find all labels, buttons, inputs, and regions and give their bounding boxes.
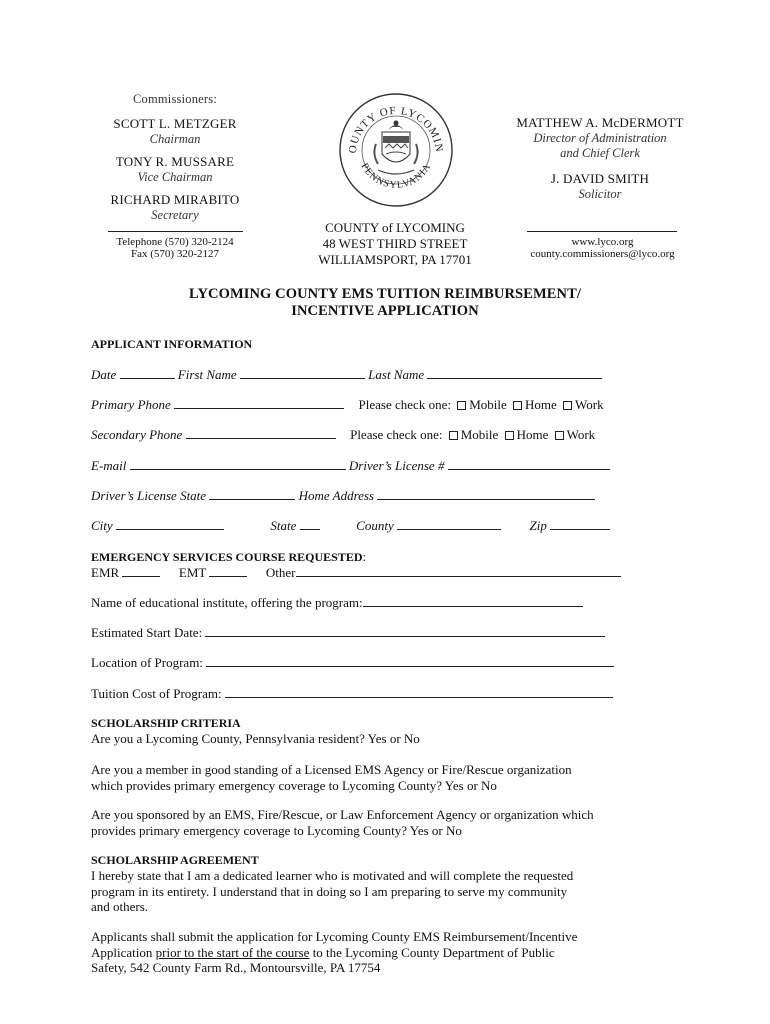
emr-label: EMR <box>91 565 120 580</box>
fax: Fax (570) 320-2127 <box>131 248 219 260</box>
criteria-q3 <box>91 807 691 838</box>
svg-text:COUNTY OF LYCOMING: OUNTY OF LYCOMIN <box>346 104 446 154</box>
svg-text:PENNSYLVANIA: PENNSYLVANIA <box>358 161 434 192</box>
start-date-row <box>91 625 605 641</box>
official-name: J. DAVID SMITH <box>550 171 650 186</box>
home-address-label: Home Address <box>298 488 375 503</box>
form-title-line: INCENTIVE APPLICATION <box>291 303 479 319</box>
email-row <box>91 458 610 474</box>
primary-phone-field[interactable] <box>174 397 344 409</box>
primary-phone-row <box>91 397 604 413</box>
agreement-line: and others. <box>91 899 149 914</box>
last-name-label: Last Name <box>368 367 425 382</box>
submission-line <box>91 945 691 961</box>
home-label: Home <box>525 397 557 412</box>
submission-text: Application <box>91 944 156 960</box>
criteria-q3-line: provides primary emergency coverage to Lycoming County? Yes or No <box>91 822 462 838</box>
county-seal-icon <box>338 92 454 208</box>
zip-field[interactable] <box>550 518 610 530</box>
mobile-label: Mobile <box>469 397 507 412</box>
criteria-heading: SCHOLARSHIP CRITERIA <box>91 716 241 730</box>
official-name: RICHARD MIRABITO <box>110 192 240 207</box>
form-title <box>0 286 770 320</box>
mobile-checkbox[interactable] <box>457 401 466 410</box>
criteria-q3-line: Are you sponsored by an EMS, Fire/Rescue, or Law Enforcement Agency or organization which <box>91 807 594 822</box>
telephone: Telephone (570) 320-2124 <box>116 236 234 248</box>
start-date-field[interactable] <box>205 625 605 637</box>
other-label: Other <box>265 565 296 580</box>
mobile-checkbox[interactable] <box>449 431 458 440</box>
zip-label: Zip <box>529 518 547 533</box>
right-officials <box>505 115 695 202</box>
contact-phone-block <box>90 236 260 260</box>
mobile-label: Mobile <box>460 427 499 442</box>
official-name: SCOTT L. METZGER <box>113 116 237 131</box>
agreement-line: program in its entirety. I understand that in doing so I am preparing to serve my community <box>91 883 568 899</box>
tuition-field[interactable] <box>225 686 613 698</box>
work-checkbox[interactable] <box>555 431 564 440</box>
emt-label: EMT <box>178 565 207 580</box>
submission-line: Safety, 542 County Farm Rd., Montoursville, PA 17754 <box>91 960 381 975</box>
tuition-label: Tuition Cost of Program: <box>91 686 222 701</box>
city-row <box>91 518 610 534</box>
submission-text: to the Lycoming County Department of Public <box>309 944 555 960</box>
county-label: County <box>356 518 394 533</box>
emt-field[interactable] <box>209 565 247 577</box>
email-link[interactable]: county.commissioners@lyco.org <box>530 248 675 260</box>
drivers-license-field[interactable] <box>448 458 610 470</box>
check-one-label: Please check one: <box>358 397 451 412</box>
license-state-row <box>91 488 595 504</box>
address-line: COUNTY of LYCOMING <box>325 220 465 235</box>
official-name: MATTHEW A. McDERMOTT <box>516 115 684 130</box>
email-field[interactable] <box>130 458 346 470</box>
county-field[interactable] <box>397 518 501 530</box>
work-label: Work <box>575 397 604 412</box>
date-field[interactable] <box>120 367 175 379</box>
check-one-label: Please check one: <box>350 427 443 442</box>
drivers-license-label: Driver’s License # <box>348 458 445 473</box>
website-link[interactable]: www.lyco.org <box>571 236 634 248</box>
home-checkbox[interactable] <box>513 401 522 410</box>
primary-phone-label: Primary Phone <box>91 397 171 412</box>
form-title-line: LYCOMING COUNTY EMS TUITION REIMBURSEMENT/ <box>189 286 581 302</box>
address-line: WILLIAMSPORT, PA 17701 <box>318 252 472 267</box>
official-name: TONY R. MUSSARE <box>115 154 235 169</box>
drivers-license-state-label: Driver’s License State <box>91 488 207 503</box>
home-label: Home <box>516 427 549 442</box>
last-name-field[interactable] <box>427 367 602 379</box>
email-label: E-mail <box>91 458 127 473</box>
divider <box>108 231 243 232</box>
county-seal <box>338 92 454 208</box>
institute-label: Name of educational institute, offering the program: <box>91 595 363 610</box>
first-name-field[interactable] <box>240 367 365 379</box>
agreement-heading: SCHOLARSHIP AGREEMENT <box>91 853 259 867</box>
emr-field[interactable] <box>122 565 160 577</box>
other-field[interactable] <box>296 565 621 577</box>
drivers-license-state-field[interactable] <box>209 488 295 500</box>
home-checkbox[interactable] <box>505 431 514 440</box>
work-label: Work <box>566 427 596 442</box>
course-heading-text: EMERGENCY SERVICES COURSE REQUESTED <box>91 550 363 564</box>
course-options-row <box>91 565 621 581</box>
date-label: Date <box>91 367 117 382</box>
official-role: Director of Administration <box>533 131 667 145</box>
official-role: Solicitor <box>578 187 622 201</box>
city-label: City <box>91 518 113 533</box>
submission-line: Applicants shall submit the application for Lycoming County EMS Reimbursement/Incentive <box>91 929 578 944</box>
course-heading-colon: : <box>362 549 367 564</box>
secondary-phone-label: Secondary Phone <box>91 427 183 442</box>
secondary-phone-field[interactable] <box>186 427 336 439</box>
institute-field[interactable] <box>363 595 583 607</box>
name-row <box>91 367 602 383</box>
criteria-q2 <box>91 762 691 793</box>
home-address-field[interactable] <box>377 488 595 500</box>
first-name-label: First Name <box>177 367 237 382</box>
criteria-q2-line: Are you a member in good standing of a Licensed EMS Agency or Fire/Rescue organization <box>91 762 572 777</box>
tuition-row <box>91 686 613 702</box>
criteria-q1: Are you a Lycoming County, Pennsylvania resident? Yes or No <box>91 731 420 746</box>
agreement-statement <box>91 868 691 915</box>
commissioners-label: Commissioners: <box>132 92 218 106</box>
county-address <box>300 220 490 268</box>
state-label: State <box>270 518 297 533</box>
official-role: and Chief Clerk <box>560 146 640 160</box>
official-role: Chairman <box>149 132 201 146</box>
deadline-emphasis: prior to the start of the course <box>155 944 310 960</box>
criteria-q2-line: which provides primary emergency coverage to Lycoming County? Yes or No <box>91 777 497 793</box>
course-heading <box>91 549 366 565</box>
divider <box>527 231 677 232</box>
official-role: Vice Chairman <box>137 170 213 184</box>
commissioners-block <box>100 92 250 223</box>
contact-web-block <box>515 236 690 260</box>
address-line: 48 WEST THIRD STREET <box>322 236 468 251</box>
location-label: Location of Program: <box>91 655 203 670</box>
work-checkbox[interactable] <box>563 401 572 410</box>
secondary-phone-row <box>91 427 595 443</box>
location-field[interactable] <box>206 655 614 667</box>
official-role: Secretary <box>151 208 199 222</box>
location-row <box>91 655 614 671</box>
institute-row <box>91 595 583 611</box>
submission-instructions <box>91 929 691 976</box>
start-date-label: Estimated Start Date: <box>91 625 203 640</box>
city-field[interactable] <box>116 518 224 530</box>
applicant-heading: APPLICANT INFORMATION <box>91 337 253 351</box>
state-field[interactable] <box>300 518 320 530</box>
agreement-line: I hereby state that I am a dedicated learner who is motivated and will complete the requested <box>91 868 574 883</box>
